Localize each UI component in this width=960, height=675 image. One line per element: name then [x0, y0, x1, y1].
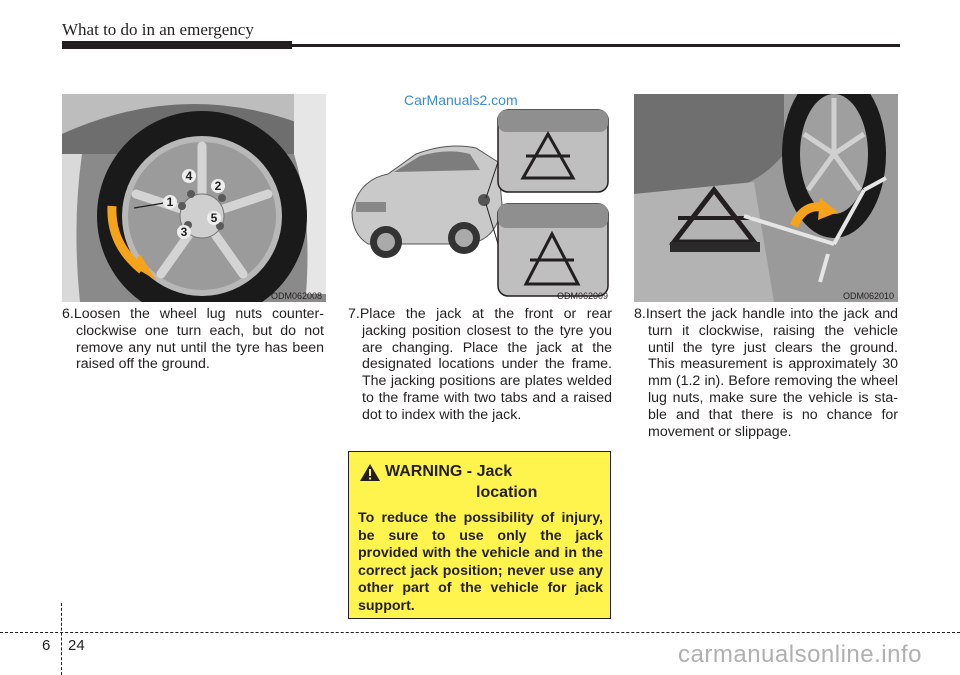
lug-number: 5 [210, 211, 218, 225]
site-watermark: carmanualsonline.info [678, 641, 922, 668]
lug-number: 3 [180, 225, 188, 239]
warning-box [348, 451, 611, 619]
figure-code: ODM062010 [842, 291, 894, 301]
vehicle-jack-illustration [348, 94, 612, 302]
figure-wheel-lug-nuts [62, 94, 326, 302]
step-7 [348, 306, 612, 424]
footer-vertical-divider [61, 603, 62, 675]
figure-code: ODM062009 [556, 291, 608, 301]
warning-triangle-icon [359, 463, 381, 482]
page-header-title: What to do in an emergency [62, 20, 254, 39]
jack-handle-illustration [634, 94, 898, 302]
step-text: 7.Place the jack at the front or rear jacking position closest to the tyre you are changing. Place the jack at the designated locations under the frame. The jacking positions are plates welded to the frame with two tabs and a raised dot to index with the jack. [348, 306, 612, 423]
lug-number: 1 [166, 195, 174, 209]
header-rule [62, 44, 900, 47]
step-8 [634, 306, 898, 440]
page-number: 24 [68, 637, 85, 654]
footer-divider [0, 632, 960, 633]
step-text: 6.Loosen the wheel lug nuts counter-clockwise one turn each, but do not remove any nut until the tyre has been raised off the ground. [62, 306, 324, 373]
warning-body: To reduce the possibility of injury, be sure to use only the jack provided with the vehicle and in the correct jack position; never use any other part of the vehicle for jack support. [358, 510, 603, 614]
step-text: 8.Insert the jack handle into the jack and turn it clockwise, raising the vehicle until the tyre just clears the ground. This measurement is approximately 30 mm (1.2 in). Before removing the wheel lug nuts, make sure the vehicle is sta-ble and that there is no chance for movement or slippage. [634, 306, 898, 440]
lug-number: 2 [214, 179, 222, 193]
lug-number: 4 [185, 169, 193, 183]
wheel-illustration [62, 94, 326, 302]
warning-title-line2: location [476, 484, 538, 501]
warning-title-line1: Jack [476, 463, 513, 480]
warning-heading [359, 463, 512, 482]
warning-label: WARNING - [385, 463, 473, 480]
step-6 [62, 306, 324, 373]
image-watermark: CarManuals2.com [404, 94, 518, 108]
figure-jack-position [348, 94, 612, 302]
figure-jack-handle [634, 94, 898, 302]
figure-code: ODM062008 [270, 291, 322, 301]
chapter-number: 6 [42, 637, 51, 654]
